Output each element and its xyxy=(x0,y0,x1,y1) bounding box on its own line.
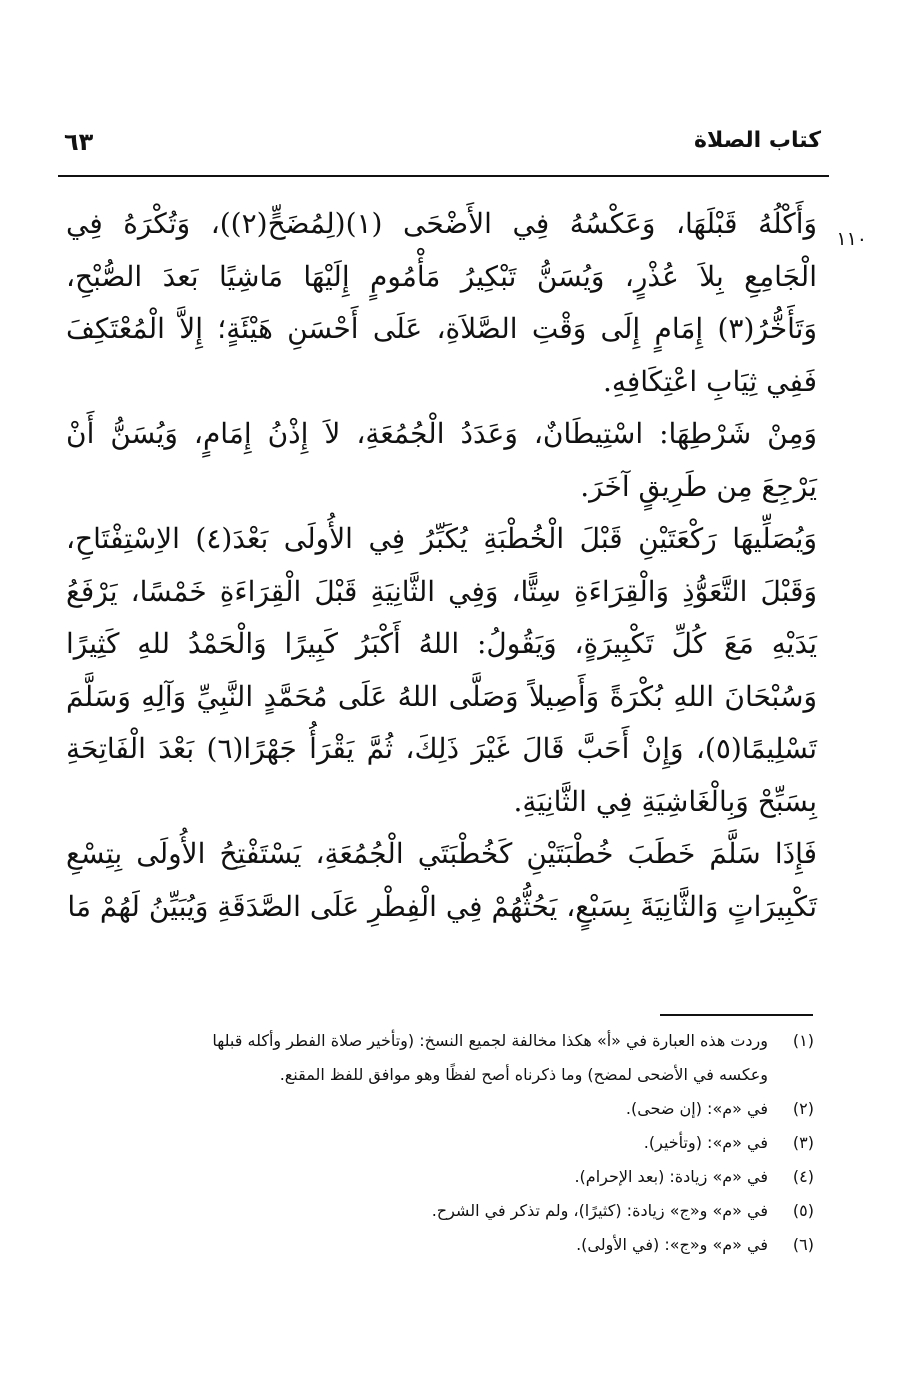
main-text-body xyxy=(66,198,817,933)
margin-section-number: ١١٠ xyxy=(836,228,867,250)
footnote-3 xyxy=(70,1126,814,1160)
paragraph-2: وَمِنْ شَرْطِهَا: اسْتِيطَانٌ، وَعَدَدُ الْجُمُعَةِ، لاَ إِذْنُ إِمَامٍ، وَيُسَنُّ أَنْ يَرْجِعَ مِن طَرِيقٍ آخَرَ. xyxy=(66,417,817,503)
footnote-number: (١) xyxy=(792,1031,814,1050)
footnote-1 xyxy=(70,1024,814,1092)
running-header-title: كتاب الصلاة xyxy=(694,128,821,153)
footnote-number: (٦) xyxy=(792,1235,814,1254)
paragraph-1: وَأَكْلُهُ قَبْلَهَا، وَعَكْسُهُ فِي الأَضْحَى (١)(لِمُضَحٍّ(٢))، وَتُكْرَهُ فِي الْجَامِعِ بِلاَ عُذْرٍ، وَيُسَنُّ تَبْكِيرُ مَأْمُومٍ إِلَيْهَا مَاشِيًا بَعدَ الصُّبْحِ، وَتَأَخُّرُ(٣) إِمَامٍ إِلَى وَقْتِ الصَّلاَةِ، عَلَى أَحْسَنِ هَيْئَةٍ؛ إِلاَّ الْمُعْتَكِفَ فَفِي ثِيَابِ اعْتِكَافِهِ. xyxy=(66,207,817,398)
footnote-number: (٣) xyxy=(792,1133,814,1152)
footnote-number: (٤) xyxy=(792,1167,814,1186)
footnote-4 xyxy=(70,1160,814,1194)
paragraph-3: وَيُصَلِّيهَا رَكْعَتَيْنِ قَبْلَ الْخُطْبَةِ يُكَبِّرُ فِي الأُولَى بَعْدَ(٤) الاِسْتِفْتَاحِ، وَقَبْلَ التَّعَوُّذِ وَالْقِرَاءَةِ سِتًّا، وَفِي الثَّانِيَةِ قَبْلَ الْقِرَاءَةِ خَمْسًا، يَرْفَعُ يَدَيْهِ مَعَ كُلِّ تَكْبِيرَةٍ، وَيَقُولُ: اللهُ أَكْبَرُ كَبِيرًا وَالْحَمْدُ للهِ كَثِيرًا وَسُبْحَانَ اللهِ بُكْرَةً وَأَصِيلاً وَصَلَّى اللهُ عَلَى مُحَمَّدٍ النَّبِيِّ وَآلِهِ وَسَلَّمَ تَسْلِيمًا(٥)، وَإِنْ أَحَبَّ قَالَ غَيْرَ ذَلِكَ، ثُمَّ يَقْرَأُ جَهْرًا(٦) بَعْدَ الْفَاتِحَةِ بِسَبِّحْ وَبِالْغَاشِيَةِ فِي الثَّانِيَةِ. xyxy=(66,522,817,818)
footnote-text xyxy=(70,1024,768,1092)
footnote-text: في «م»: (إن ضحى). xyxy=(625,1099,768,1118)
page-number: ٦٣ xyxy=(64,128,94,156)
footnote-5 xyxy=(70,1194,814,1228)
footnote-number: (٥) xyxy=(792,1201,814,1220)
footnote-continuation: وعكسه في الأضحى لمضح) وما ذكرناه أصح لفظًا وهو موافق للفظ المقنع. xyxy=(279,1065,768,1084)
footnote-2 xyxy=(70,1092,814,1126)
footnote-number: (٢) xyxy=(792,1099,814,1118)
footnote-text: في «م» و«ج»: (في الأولى). xyxy=(576,1235,768,1254)
header-divider xyxy=(58,175,829,177)
footnote-text: في «م» زيادة: (بعد الإحرام). xyxy=(574,1167,768,1186)
footnote-text: في «م»: (وتأخير). xyxy=(643,1133,768,1152)
footnote-6 xyxy=(70,1228,814,1262)
footnote-line: وردت هذه العبارة في «أ» هكذا مخالفة لجميع النسخ: (وتأخير صلاة الفطر وأكله قبلها xyxy=(212,1031,768,1050)
footnotes-section xyxy=(70,1024,814,1262)
footnote-text: في «م» و«ج» زيادة: (كثيرًا)، ولم تذكر في الشرح. xyxy=(431,1201,768,1220)
footnote-divider xyxy=(660,1014,813,1016)
paragraph-4: فَإِذَا سَلَّمَ خَطَبَ خُطْبَتَيْنِ كَخُطْبَتَي الْجُمُعَةِ، يَسْتَفْتِحُ الأُولَى بِتِسْعِ تَكْبِيرَاتٍ وَالثَّانِيَةَ بِسَبْعٍ، يَحُثُّهُمْ فِي الْفِطْرِ عَلَى الصَّدَقَةِ وَيُبَيِّنُ لَهُمْ مَا xyxy=(66,837,817,923)
